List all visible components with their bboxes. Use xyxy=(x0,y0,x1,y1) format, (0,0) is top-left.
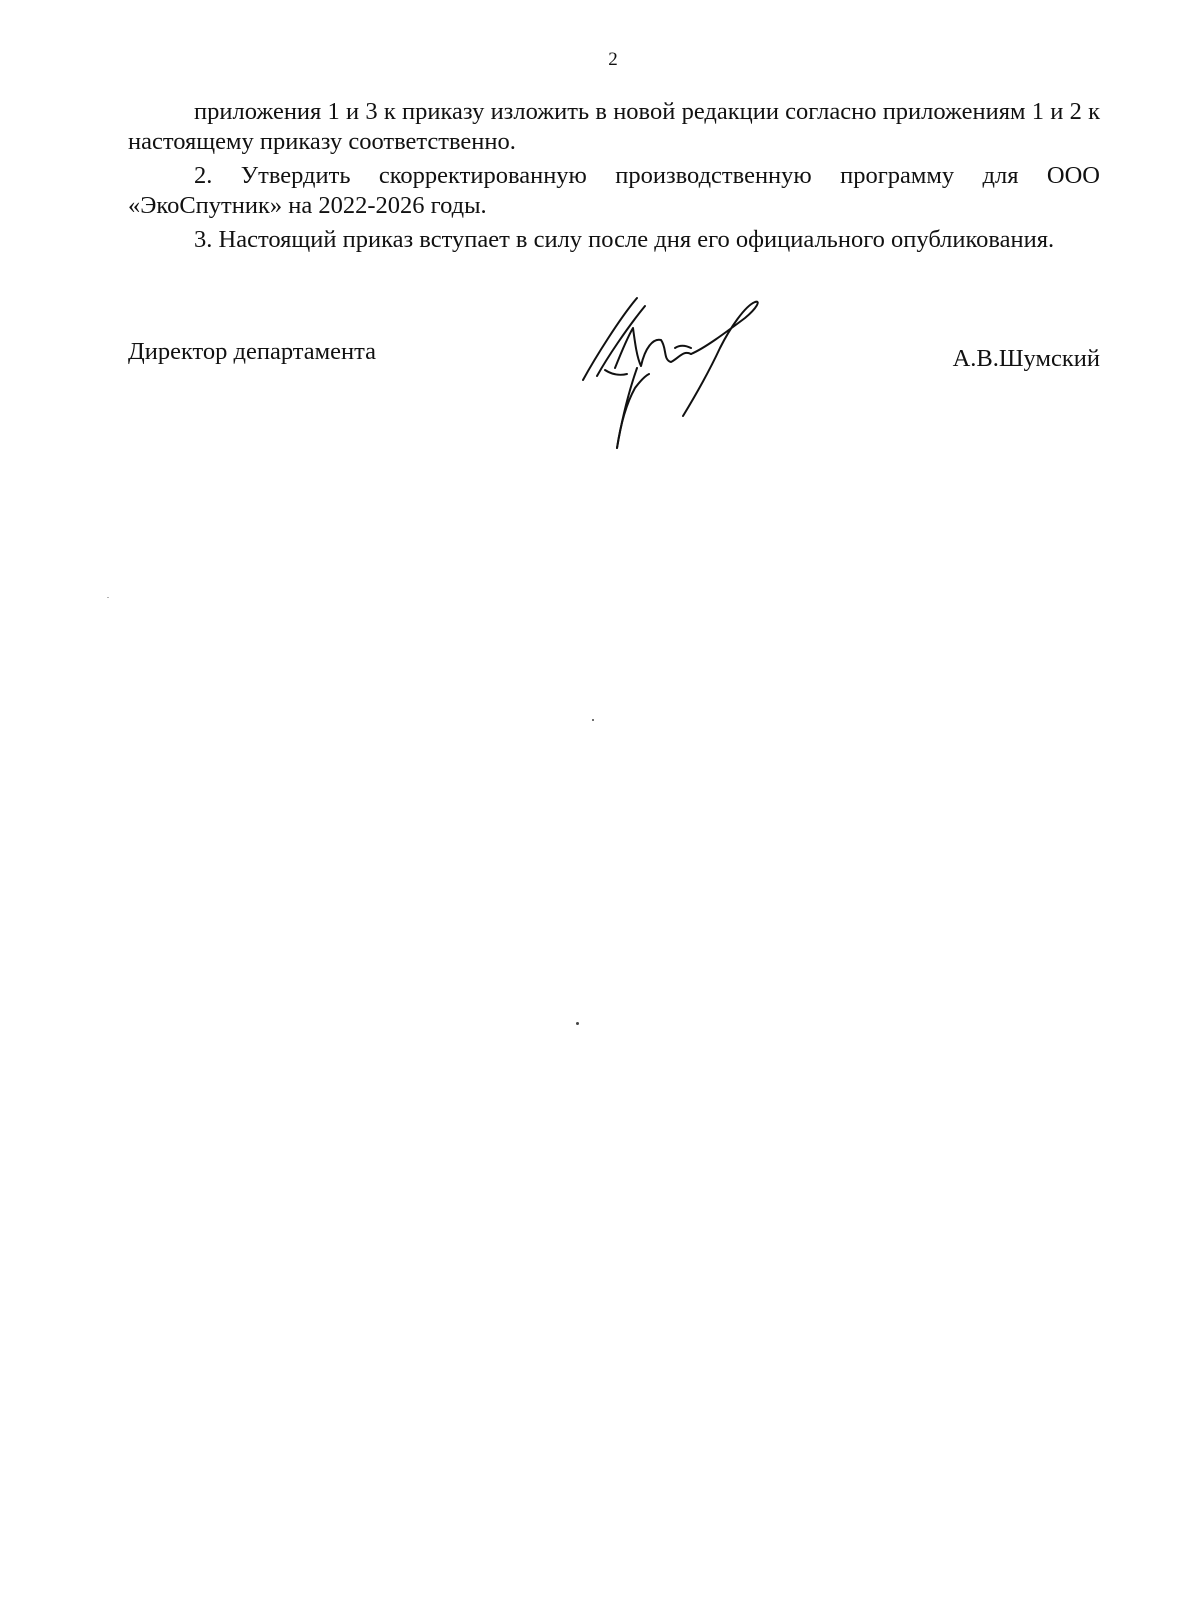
document-body xyxy=(128,97,1100,255)
scan-speck xyxy=(107,597,109,598)
handwritten-signature xyxy=(575,288,775,458)
paragraph-item-3: 3. Настоящий приказ вступает в силу после дня его официального опубликования. xyxy=(194,226,1055,253)
page-number: 2 xyxy=(608,49,618,70)
scan-speck xyxy=(592,719,594,721)
signatory-title: Директор департамента xyxy=(128,338,377,365)
paragraph-item-2: 2. Утвердить скорректированную производственную программу для ООО «ЭкоСпутник» на 2022-2026 годы. xyxy=(128,162,1100,219)
scan-speck xyxy=(576,1022,579,1025)
paragraph-continuation: приложения 1 и 3 к приказу изложить в новой редакции согласно приложениям 1 и 2 к настоящему приказу соответственно. xyxy=(128,98,1100,155)
signatory-name: А.В.Шумский xyxy=(952,345,1100,372)
